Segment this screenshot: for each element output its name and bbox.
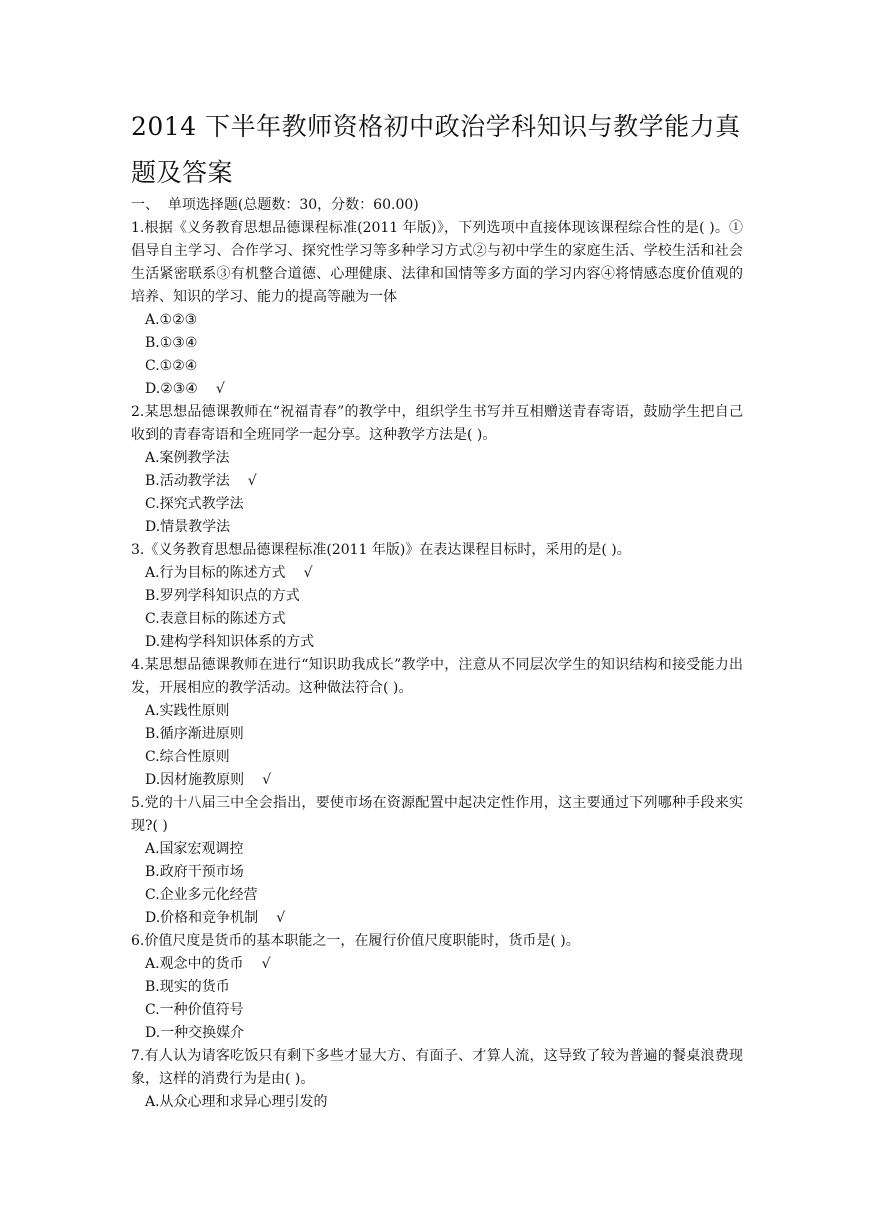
option-label: D.②③④ (145, 381, 198, 397)
question-text: 2.某思想品德课教师在“祝福青春”的教学中，组织学生书写并互相赠送青春寄语，鼓励学生把自己收到的青春寄语和全班同学一起分享。这种教学方法是( )。 (131, 404, 743, 443)
correct-answer-check-icon: √ (215, 381, 225, 397)
answer-option (145, 884, 743, 907)
option-label: A.案例教学法 (145, 450, 230, 466)
answer-option (145, 631, 743, 654)
option-label: B.政府干预市场 (145, 864, 244, 880)
option-label: A.行为目标的陈述方式 (145, 565, 286, 581)
option-label: C.一种价值符号 (145, 1002, 244, 1018)
option-label: B.活动教学法 (145, 473, 230, 489)
answer-option (145, 585, 743, 608)
section-heading: 一、 单项选择题(总题数：30，分数：60.00) (131, 197, 419, 213)
correct-answer-check-icon: √ (262, 772, 272, 788)
option-label: D.一种交换媒介 (145, 1025, 245, 1041)
option-label: B.现实的货币 (145, 979, 230, 995)
option-label: B.循序渐进原则 (145, 726, 244, 742)
option-label: C.探究式教学法 (145, 496, 244, 512)
option-label: C.表意目标的陈述方式 (145, 611, 286, 627)
option-label: B.罗列学科知识点的方式 (145, 588, 300, 604)
answer-option (145, 332, 743, 355)
answer-option (145, 700, 743, 723)
answer-option (145, 447, 743, 470)
option-label: D.价格和竞争机制 (145, 910, 259, 926)
option-label: C.企业多元化经营 (145, 887, 258, 903)
answer-option (145, 378, 743, 401)
answer-option (145, 608, 743, 631)
answer-option (145, 562, 743, 585)
option-label: B.①③④ (145, 335, 198, 351)
question-text: 4.某思想品德课教师在进行“知识助我成长”教学中，注意从不同层次学生的知识结构和接受能力出发，开展相应的教学活动。这种做法符合( )。 (131, 657, 743, 696)
option-label: A.实践性原则 (145, 703, 230, 719)
question-text: 3.《义务教育思想品德课程标准(2011 年版)》在表达课程目标时，采用的是( )。 (131, 542, 631, 558)
question-5 (131, 792, 743, 930)
option-label: A.国家宏观调控 (145, 841, 244, 857)
document-body (131, 194, 743, 1114)
question-list (131, 217, 743, 1114)
question-text: 1.根据《义务教育思想品德课程标准(2011 年版)》，下列选项中直接体现该课程综合性的是( )。①倡导自主学习、合作学习、探究性学习等多种学习方式②与初中学生的家庭生活、学校生活和社会生活紧密联系③有机整合道德、心理健康、法律和国情等多方面的学习内容④将情感态度价值观的培养、知识的学习、能力的提高等融为一体 (131, 220, 743, 305)
answer-option (145, 907, 743, 930)
question-3 (131, 539, 743, 654)
answer-option (145, 861, 743, 884)
option-label: A.从众心理和求异心理引发的 (145, 1094, 328, 1110)
option-label: A.①②③ (145, 312, 198, 328)
answer-option (145, 976, 743, 999)
option-label: D.因材施教原则 (145, 772, 245, 788)
answer-option (145, 493, 743, 516)
option-label: C.综合性原则 (145, 749, 230, 765)
answer-option (145, 1022, 743, 1045)
option-label: C.①②④ (145, 358, 198, 374)
answer-option (145, 953, 743, 976)
answer-option (145, 470, 743, 493)
document-title: 2014 下半年教师资格初中政治学科知识与教学能力真题及答案 (131, 112, 741, 187)
answer-option (145, 769, 743, 792)
question-2 (131, 401, 743, 539)
correct-answer-check-icon: √ (247, 473, 257, 489)
answer-option (145, 723, 743, 746)
option-label: D.情景教学法 (145, 519, 231, 535)
answer-option (145, 309, 743, 332)
question-4 (131, 654, 743, 792)
question-text: 7.有人认为请客吃饭只有剩下多些才显大方、有面子、才算人流，这导致了较为普遍的餐桌浪费现象，这样的消费行为是由( )。 (131, 1048, 743, 1087)
question-text: 6.价值尺度是货币的基本职能之一，在履行价值尺度职能时，货币是( )。 (131, 933, 580, 949)
question-text: 5.党的十八届三中全会指出，要使市场在资源配置中起决定性作用，这主要通过下列哪种手段来实现?( ) (131, 795, 743, 834)
answer-option (145, 838, 743, 861)
answer-option (145, 746, 743, 769)
correct-answer-check-icon: √ (303, 565, 313, 581)
answer-option (145, 355, 743, 378)
question-1 (131, 217, 743, 401)
option-label: A.观念中的货币 (145, 956, 244, 972)
answer-option (145, 999, 743, 1022)
answer-option (145, 1091, 743, 1114)
question-7 (131, 1045, 743, 1114)
option-label: D.建构学科知识体系的方式 (145, 634, 315, 650)
answer-option (145, 516, 743, 539)
correct-answer-check-icon: √ (276, 910, 286, 926)
correct-answer-check-icon: √ (261, 956, 271, 972)
question-6 (131, 930, 743, 1045)
